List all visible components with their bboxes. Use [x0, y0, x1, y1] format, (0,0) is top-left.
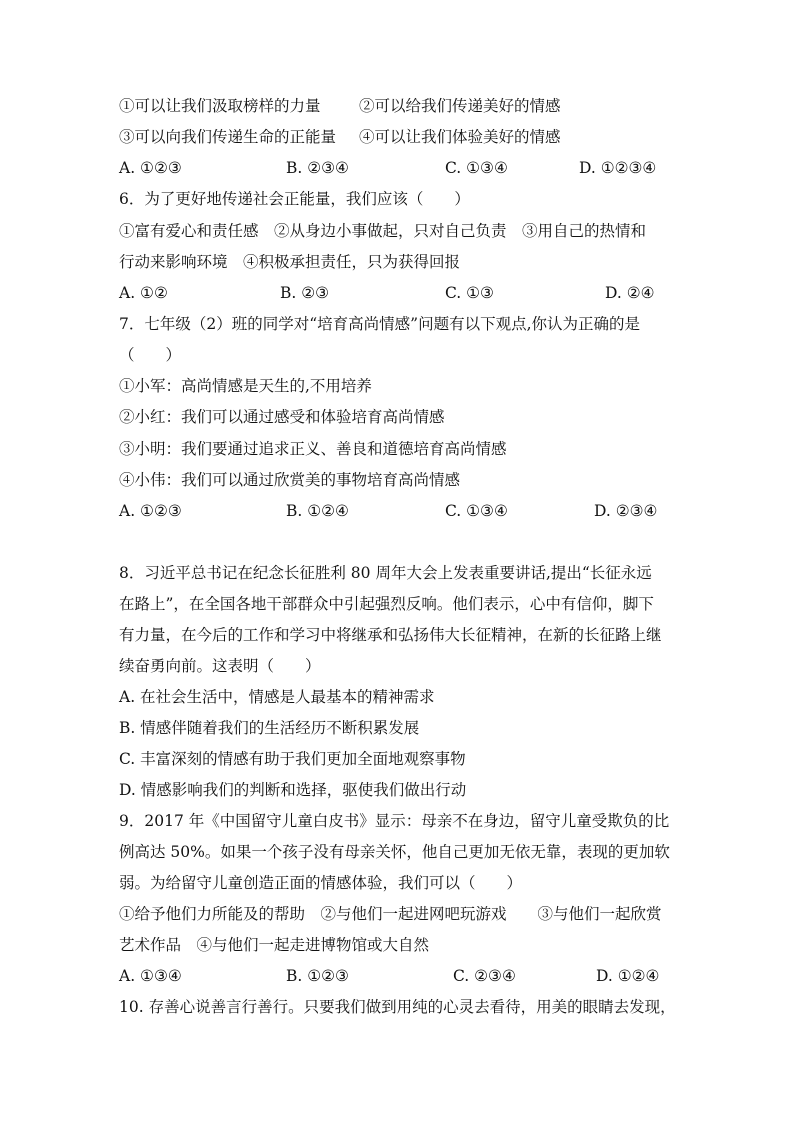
q8-line-4: 续奋勇向前。这表明（ ） — [119, 657, 321, 675]
q5-option-b: B. ②③④ — [286, 159, 349, 177]
q8-line-1: 8．习近平总书记在纪念长征胜利 80 周年大会上发表重要讲话,提出“长征永远 — [119, 564, 652, 582]
q9-option-b: B. ①②③ — [286, 967, 349, 985]
q6-stmt-line-1: ①富有爱心和责任感 ②从身边小事做起，只对自己负责 ③用自己的热情和 — [119, 222, 647, 240]
q6-option-a: A. ①② — [119, 284, 168, 302]
q5-stmt-3: ③可以向我们传递生命的正能量 — [119, 128, 337, 146]
q8-line-2: 在路上”，在全国各地干部群众中引起强烈反响。他们表示，心中有信仰，脚下 — [119, 595, 654, 613]
q6-options — [119, 283, 679, 303]
q9-option-c: C. ②③④ — [453, 967, 516, 985]
q5-stmt-2: ②可以给我们传递美好的情感 — [359, 97, 561, 115]
q9-line-3: 弱。为给留守儿童创造正面的情感体验，我们可以（ ） — [119, 874, 523, 892]
q9-option-a: A. ①③④ — [119, 967, 182, 985]
q10-line-1: 10. 存善心说善言行善行。只要我们做到用纯的心灵去看待，用美的眼睛去发现， — [119, 998, 676, 1016]
q7-option-d: D. ②③④ — [594, 502, 658, 520]
q7-stmt-2: ②小红：我们可以通过感受和体验培育高尚情感 — [119, 408, 445, 426]
q7-question-line-1: 7．七年级（2）班的同学对“培育高尚情感”问题有以下观点,你认为正确的是 — [119, 315, 641, 333]
q8-option-c: C. 丰富深刻的情感有助于我们更加全面地观察事物 — [119, 750, 466, 768]
q7-stmt-3: ③小明：我们要通过追求正义、善良和道德培育高尚情感 — [119, 440, 507, 458]
q9-stmt-line-2: 艺术作品 ④与他们一起走进博物馆或大自然 — [119, 936, 430, 954]
q9-option-d: D. ①②④ — [596, 967, 660, 985]
q5-stmt-1: ①可以让我们汲取榜样的力量 — [119, 97, 321, 115]
q7-option-b: B. ①②④ — [286, 502, 349, 520]
q5-options — [119, 158, 679, 178]
q9-options — [119, 966, 679, 986]
q8-option-d: D. 情感影响我们的判断和选择，驱使我们做出行动 — [119, 781, 467, 799]
q8-option-a: A. 在社会生活中，情感是人最基本的精神需求 — [119, 688, 435, 706]
q6-stmt-line-2: 行动来影响环境 ④积极承担责任，只为获得回报 — [119, 253, 461, 271]
q8-line-3: 有力量，在今后的工作和学习中将继承和弘扬伟大长征精神，在新的长征路上继 — [119, 626, 662, 644]
q5-stmt-row-1 — [119, 96, 679, 116]
q9-stmt-line-1: ①给予他们力所能及的帮助 ②与他们一起进网吧玩游戏 ③与他们一起欣赏 — [119, 905, 662, 923]
q5-option-a: A. ①②③ — [119, 159, 182, 177]
q6-option-b: B. ②③ — [280, 284, 330, 302]
q8-option-b: B. 情感伴随着我们的生活经历不断积累发展 — [119, 719, 420, 737]
q6-option-d: D. ②④ — [605, 284, 655, 302]
q6-question: 6．为了更好地传递社会正能量，我们应该（ ） — [119, 190, 470, 208]
q7-question-line-2: （ ） — [119, 346, 182, 364]
q5-stmt-4: ④可以让我们体验美好的情感 — [359, 128, 561, 146]
q7-option-a: A. ①②③ — [119, 502, 182, 520]
q5-option-d: D. ①②③④ — [579, 159, 657, 177]
q7-options — [119, 501, 679, 521]
q6-option-c: C. ①③ — [445, 284, 494, 302]
q7-stmt-4: ④小伟：我们可以通过欣赏美的事物培育高尚情感 — [119, 471, 461, 489]
q5-stmt-row-2 — [119, 127, 679, 147]
q7-stmt-1: ①小军：高尚情感是天生的,不用培养 — [119, 377, 372, 395]
q7-option-c: C. ①③④ — [445, 502, 508, 520]
q5-option-c: C. ①③④ — [445, 159, 508, 177]
q9-line-2: 例高达 50%。如果一个孩子没有母亲关怀，他自己更加无依无靠，表现的更加软 — [119, 843, 670, 861]
q9-line-1: 9．2017 年《中国留守儿童白皮书》显示：母亲不在身边，留守儿童受欺负的比 — [119, 812, 670, 830]
